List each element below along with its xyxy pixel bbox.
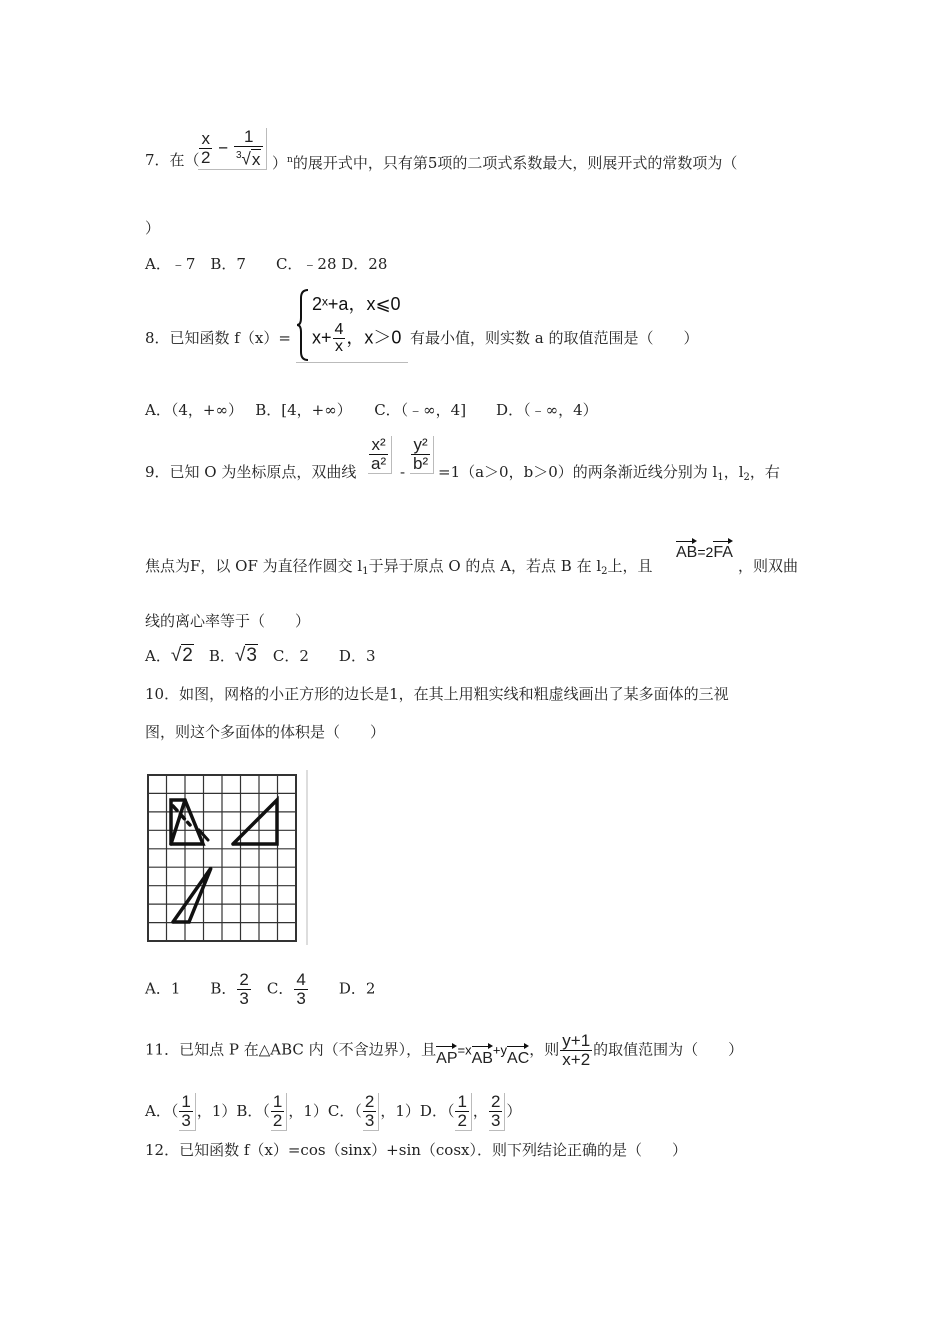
q10-three-view-figure	[145, 770, 310, 945]
front-view	[171, 800, 208, 844]
q7-frac-1-over-cuberoot-x: $\frac{1}{^3√x}$	[234, 128, 263, 169]
q7-options: A．﹣7 B．7 C．﹣28 D．28	[145, 255, 388, 273]
q9-minus: -	[400, 463, 406, 481]
q9-line-2-end: ，则双曲	[738, 557, 799, 575]
q9-stem-prefix: 9．已知 O 为坐标原点，双曲线	[145, 463, 357, 481]
side-view	[233, 800, 277, 844]
q7-minus: −	[218, 138, 229, 158]
q8-case-2: x+ $\frac{4}{x}$ ，x＞0	[312, 321, 402, 355]
q9-vector-equation: AB=2FA	[676, 540, 733, 562]
q10-line-1: 10．如图，网格的小正方形的边长是1，在其上用粗实线和粗虚线画出了某多面体的三视	[145, 685, 729, 703]
q11-options: A．（ $\frac{1}{3}$ ，1）B．（ $\frac{1}{2}$ ，1）C．（ $\frac{2}{3}$ ，1）D．（ $\frac{1}{2}$ ， $\frac{2}{3}$ ）	[145, 1092, 522, 1130]
frac-y1-over-x2: $\frac{y+1}{x+2}$	[562, 1031, 591, 1069]
q7-close-paren: ）	[145, 219, 161, 237]
frac-4-3: $\frac{4}{3}$	[296, 970, 306, 1008]
q9-stem-rest: =1（a＞0，b＞0）的两条渐近线分别为 $l_1$，$l_2$，右	[438, 463, 780, 483]
q8-brace-icon	[296, 288, 310, 362]
q8-options: A．（4，+∞） B．[4，+∞） C．（﹣∞，4] D．（﹣∞，4）	[145, 401, 598, 419]
vector-AB: AB	[676, 540, 697, 562]
sqrt-3: √3	[234, 645, 257, 666]
q7-stem: 7．在（	[145, 151, 200, 169]
frac-2-3: $\frac{2}{3}$	[239, 970, 249, 1008]
q12-stem: 12．已知函数 f（x）=cos（sinx）+sin（cosx）．则下列结论正确的是（ ）	[145, 1141, 687, 1159]
q7-frac-x-over-2: $\frac{x}{2}$	[201, 128, 211, 167]
top-view	[173, 868, 211, 922]
q9-line-3: 线的离心率等于（ ）	[145, 612, 311, 630]
vector-AC: AC	[507, 1045, 529, 1069]
q9-hyperbola-y-term: $\frac{\text{y²}}{\text{b²}}$	[410, 436, 434, 474]
q8-stem-rest: 有最小值，则实数 a 的取值范围是（ ）	[410, 329, 699, 347]
q7-binomial-image	[198, 128, 267, 170]
q7-stem-rest: ）$^n$的展开式中，只有第5项的二项式系数最大，则展开式的常数项为（	[272, 154, 738, 172]
q10-line-2: 图，则这个多面体的体积是（ ）	[145, 723, 386, 741]
q8-piecewise-image	[296, 288, 408, 363]
q8-case-1: 2ˣ+a，x⩽0	[312, 294, 401, 314]
vector-AB: AB	[472, 1045, 493, 1069]
q9-line-2: 焦点为F，以 OF 为直径作圆交 $l_1$于异于原点 O 的点 A，若点 B 在 $l_2$上，且	[145, 557, 653, 577]
q11-stem: 11．已知点 P 在△ABC 内（不含边界），且AP=xAB+yAC，则 $\frac{y+1}{x+2}$ 的取值范围为（ ）	[145, 1031, 744, 1069]
q10-options: A．1 B． $\frac{2}{3}$ C． $\frac{4}{3}$ D．2	[145, 970, 376, 1008]
q9-options: A．√2 B．√3 C．2 D．3	[145, 645, 376, 666]
sqrt-2: √2	[170, 645, 193, 666]
vector-FA: FA	[713, 540, 733, 562]
q9-hyperbola-x-term: $\frac{\text{x²}}{\text{a²}}$	[368, 436, 392, 474]
vector-AP: AP	[436, 1045, 457, 1069]
q8-stem-prefix: 8．已知函数 f（x）=	[145, 329, 291, 347]
